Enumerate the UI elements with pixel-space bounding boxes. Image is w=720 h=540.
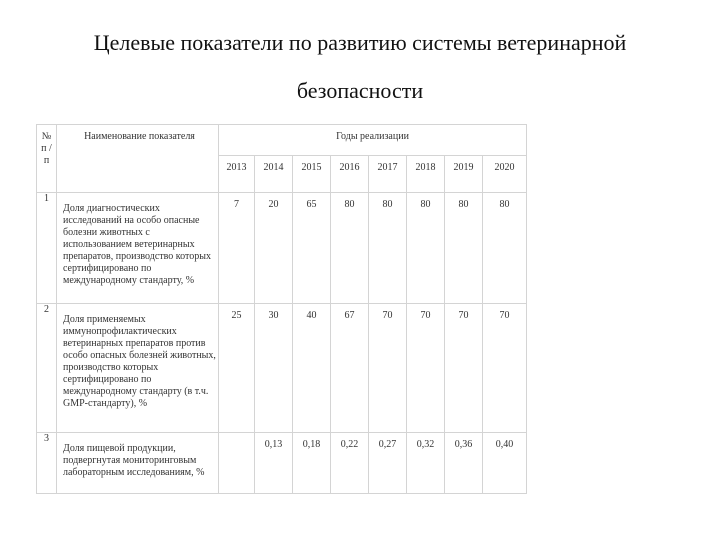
- header-year: 2019: [445, 156, 483, 193]
- row-value: 0,13: [255, 433, 293, 494]
- row-value: 80: [407, 193, 445, 304]
- row-value: 0,36: [445, 433, 483, 494]
- row-value: 67: [331, 304, 369, 433]
- table-row: [37, 304, 527, 433]
- row-name: Доля пищевой продукции, подвергнутая мониторинговым лабораторным исследованиям, %: [57, 433, 219, 494]
- row-value: 7: [219, 193, 255, 304]
- row-value: 20: [255, 193, 293, 304]
- row-value: 70: [407, 304, 445, 433]
- header-year: 2014: [255, 156, 293, 193]
- row-value: 70: [483, 304, 527, 433]
- row-value: 0,22: [331, 433, 369, 494]
- row-value: [219, 433, 255, 494]
- row-value: 25: [219, 304, 255, 433]
- row-num: 1: [37, 193, 57, 304]
- row-value: 0,32: [407, 433, 445, 494]
- table-row: [37, 433, 527, 494]
- row-value: 80: [331, 193, 369, 304]
- row-name: Доля применяемых иммунопрофилактических ветеринарных препаратов против особо опасных болезней животных, производство которых сертифицировано по международному стандарту (в т.ч. GMP-стандарту), %: [57, 304, 219, 433]
- row-value: 0,18: [293, 433, 331, 494]
- header-num: № п / п: [37, 125, 57, 193]
- page-title-line-1: Целевые показатели по развитию системы ветеринарной: [93, 30, 627, 55]
- row-value: 0,40: [483, 433, 527, 494]
- page-title-line-2: безопасности: [296, 78, 424, 103]
- header-year: 2013: [219, 156, 255, 193]
- row-value: 80: [369, 193, 407, 304]
- header-year: 2018: [407, 156, 445, 193]
- header-year: 2017: [369, 156, 407, 193]
- row-num: 3: [37, 433, 57, 494]
- header-name: Наименование показателя: [57, 125, 219, 193]
- header-year: 2015: [293, 156, 331, 193]
- header-year: 2020: [483, 156, 527, 193]
- row-value: 30: [255, 304, 293, 433]
- table-row: [37, 193, 527, 304]
- row-value: 0,27: [369, 433, 407, 494]
- row-value: 70: [445, 304, 483, 433]
- row-value: 70: [369, 304, 407, 433]
- row-value: 80: [445, 193, 483, 304]
- row-name: Доля диагностических исследований на особо опасные болезни животных с использованием ветеринарных препаратов, производство которых сертифицировано по международному стандарту, %: [57, 193, 219, 304]
- row-value: 80: [483, 193, 527, 304]
- targets-table: [36, 124, 527, 494]
- row-value: 65: [293, 193, 331, 304]
- header-years-label: Годы реализации: [219, 125, 527, 156]
- header-year: 2016: [331, 156, 369, 193]
- row-value: 40: [293, 304, 331, 433]
- row-num: 2: [37, 304, 57, 433]
